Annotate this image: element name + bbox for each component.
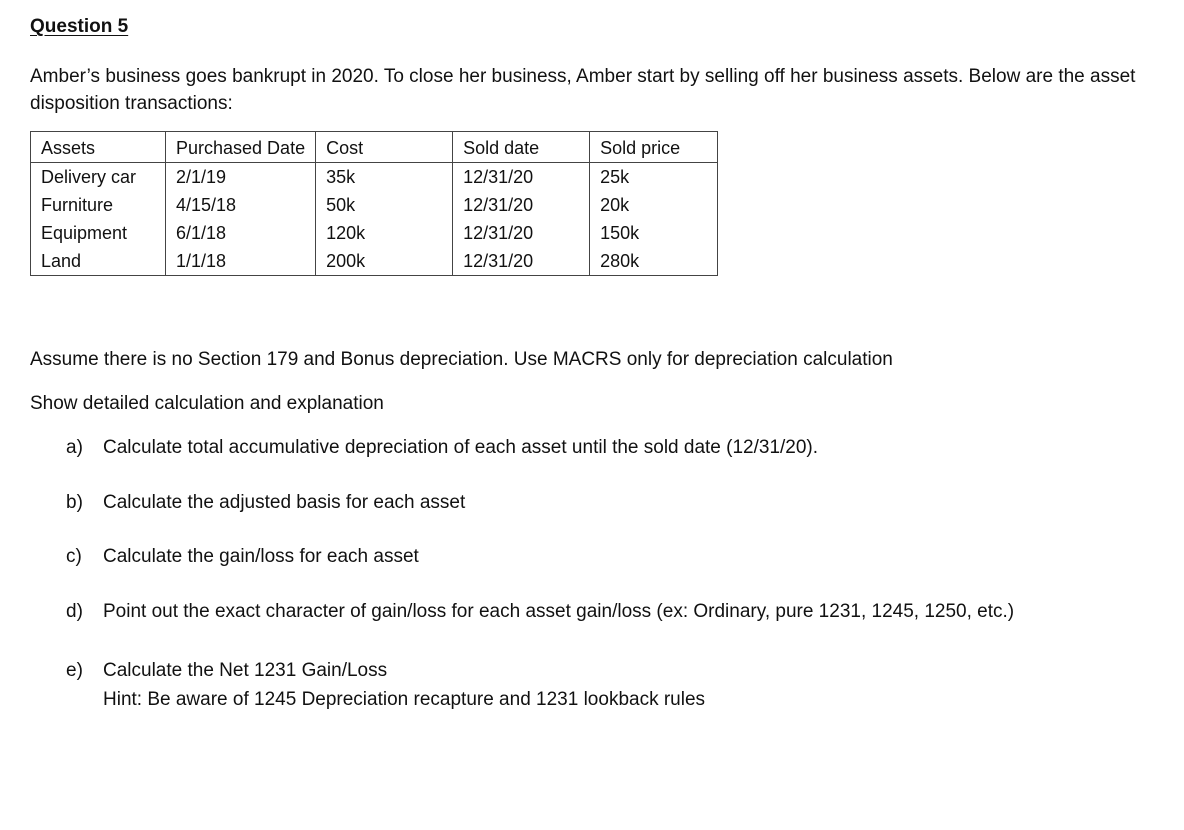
cell-sold-date: 12/31/20 bbox=[453, 163, 590, 192]
cell-sold-date: 12/31/20 bbox=[453, 191, 590, 219]
cell-sold-price: 20k bbox=[590, 191, 718, 219]
header-sold-date: Sold date bbox=[453, 132, 590, 163]
cell-asset: Furniture bbox=[31, 191, 166, 219]
header-purchased-date: Purchased Date bbox=[166, 132, 316, 163]
cell-sold-price: 25k bbox=[590, 163, 718, 192]
cell-sold-date: 12/31/20 bbox=[453, 219, 590, 247]
question-item-b bbox=[66, 488, 465, 517]
cell-sold-date: 12/31/20 bbox=[453, 247, 590, 276]
show-work-text: Show detailed calculation and explanation bbox=[30, 393, 384, 414]
assumption-text: Assume there is no Section 179 and Bonus depreciation. Use MACRS only for depreciation calculation bbox=[30, 349, 893, 370]
cell-purchased-date: 2/1/19 bbox=[166, 163, 316, 192]
header-sold-price: Sold price bbox=[590, 132, 718, 163]
header-cost: Cost bbox=[316, 132, 453, 163]
asset-disposition-table bbox=[30, 131, 718, 276]
cell-sold-price: 150k bbox=[590, 219, 718, 247]
item-letter: e) bbox=[66, 660, 83, 681]
question-title: Question 5 bbox=[30, 16, 129, 37]
item-text: Calculate the Net 1231 Gain/Loss bbox=[103, 660, 388, 681]
cell-asset: Delivery car bbox=[31, 163, 166, 192]
item-text: Calculate the adjusted basis for each asset bbox=[103, 492, 466, 513]
cell-asset: Equipment bbox=[31, 219, 166, 247]
question-item-a bbox=[66, 433, 818, 462]
table-row bbox=[31, 163, 718, 192]
item-letter: a) bbox=[66, 437, 83, 458]
table-row bbox=[31, 247, 718, 276]
item-text: Point out the exact character of gain/loss for each asset gain/loss (ex: Ordinary, pure 1231, 1245, 1250, etc.) bbox=[103, 601, 1015, 622]
cell-purchased-date: 4/15/18 bbox=[166, 191, 316, 219]
cell-cost: 120k bbox=[316, 219, 453, 247]
item-text: Calculate the gain/loss for each asset bbox=[103, 546, 419, 567]
cell-purchased-date: 1/1/18 bbox=[166, 247, 316, 276]
cell-purchased-date: 6/1/18 bbox=[166, 219, 316, 247]
question-item-c bbox=[66, 542, 419, 571]
question-item-d bbox=[66, 597, 1014, 626]
question-intro: Amber’s business goes bankrupt in 2020. To close her business, Amber start by selling off her business assets. Below are the asset disposition transactions: bbox=[30, 66, 1136, 114]
item-text: Calculate total accumulative depreciation of each asset until the sold date (12/31/20). bbox=[103, 437, 819, 458]
cell-asset: Land bbox=[31, 247, 166, 276]
question-item-e bbox=[66, 656, 705, 714]
item-letter: b) bbox=[66, 492, 83, 513]
table-header-row bbox=[31, 132, 718, 163]
cell-sold-price: 280k bbox=[590, 247, 718, 276]
item-letter: d) bbox=[66, 601, 83, 622]
table-row bbox=[31, 191, 718, 219]
table-row bbox=[31, 219, 718, 247]
item-letter: c) bbox=[66, 546, 82, 567]
cell-cost: 50k bbox=[316, 191, 453, 219]
item-hint: Hint: Be aware of 1245 Depreciation recapture and 1231 lookback rules bbox=[103, 689, 706, 710]
cell-cost: 200k bbox=[316, 247, 453, 276]
header-assets: Assets bbox=[31, 132, 166, 163]
cell-cost: 35k bbox=[316, 163, 453, 192]
